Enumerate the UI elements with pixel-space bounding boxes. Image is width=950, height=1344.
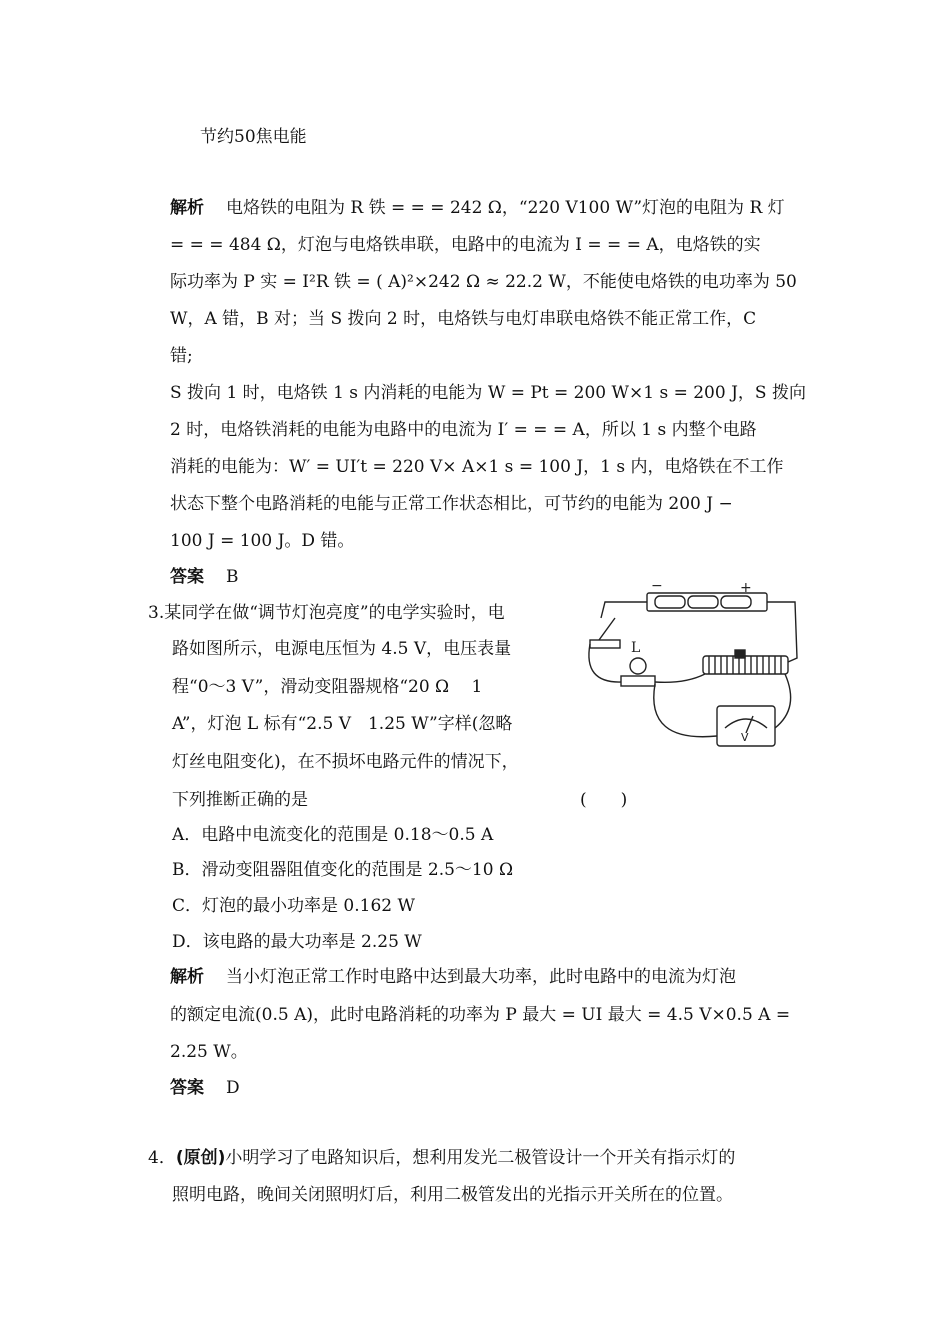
battery-plus: + xyxy=(740,580,752,596)
q4-text: 小明学习了电路知识后，想利用发光二极管设计一个开关有指示灯的 xyxy=(225,1148,736,1168)
analysis2-text: 电烙铁的电阻为 R 铁 = = = 242 Ω，“220 V100 W”灯泡的电阻为 R 灯 xyxy=(226,198,785,218)
q4-line-1: 照明电路，晚间关闭照明灯后，利用二极管发出的光指示开关所在的位置。 xyxy=(172,1185,733,1205)
wire-5 xyxy=(654,684,717,737)
analysis2-line-4: 错; xyxy=(170,346,193,366)
rheostat-coil xyxy=(709,656,781,674)
analysis2-line-6: 2 时，电烙铁消耗的电能为电路中的电流为 I′ = = = A，所以 1 s 内整个电路 xyxy=(170,420,757,440)
q3-option-c: C．灯泡的最小功率是 0.162 W xyxy=(172,896,415,916)
analysis3-line-0 xyxy=(170,966,736,988)
analysis2-line-8: 状态下整个电路消耗的电能与正常工作状态相比，可节约的电能为 200 J − xyxy=(170,494,733,514)
q4-number: 4． xyxy=(148,1148,176,1168)
voltmeter-scale xyxy=(725,719,767,728)
q3-line-4: 灯丝电阻变化)，在不损坏电路元件的情况下， xyxy=(172,752,519,772)
answer2 xyxy=(170,566,239,588)
wire-3 xyxy=(589,644,621,682)
q3-line-2: 程“0～3 V”，滑动变阻器规格“20 Ω 1 xyxy=(172,677,483,697)
switch-lever xyxy=(599,618,615,640)
q4-line-0 xyxy=(148,1147,735,1169)
analysis2-line-1: = = = 484 Ω，灯泡与电烙铁串联，电路中的电流为 I = = = A，电烙铁的实 xyxy=(170,235,761,255)
q4-tag: (原创) xyxy=(175,1148,226,1168)
rheostat-slider xyxy=(735,650,745,658)
analysis2-line-3: W，A 错，B 对；当 S 拨向 2 时，电烙铁与电灯串联电烙铁不能正常工作，C xyxy=(170,309,757,329)
q3-line-0: 3.某同学在做“调节灯泡亮度”的电学实验时，电 xyxy=(148,603,505,623)
top-text: 节约50焦电能 xyxy=(200,127,307,147)
q3-option-d: D．该电路的最大功率是 2.25 W xyxy=(172,932,422,952)
analysis3-label: 解析 xyxy=(170,967,204,987)
q3-line-5: 下列推断正确的是 xyxy=(172,790,308,810)
cell-3 xyxy=(721,596,751,608)
analysis2-line-0 xyxy=(170,197,785,219)
analysis2-line-9: 100 J = 100 J。D 错。 xyxy=(170,531,355,551)
lamp-bulb xyxy=(630,658,646,674)
lamp-label: L xyxy=(631,640,641,656)
analysis2-label: 解析 xyxy=(170,198,204,218)
cell-2 xyxy=(688,596,718,608)
answer3 xyxy=(170,1077,240,1099)
q3-line-3: A”，灯泡 L 标有“2.5 V 1.25 W”字样(忽略 xyxy=(172,714,513,734)
lamp-base xyxy=(621,676,655,686)
analysis3-line-2: 2.25 W。 xyxy=(170,1042,248,1062)
wire-6 xyxy=(775,674,791,728)
analysis3-text: 当小灯泡正常工作时电路中达到最大功率，此时电路中的电流为灯泡 xyxy=(226,967,736,987)
answer2-value: B xyxy=(226,567,239,587)
q3-option-a: A．电路中电流变化的范围是 0.18～0.5 A xyxy=(172,825,494,845)
wire-4 xyxy=(655,674,705,682)
answer2-label: 答案 xyxy=(170,567,204,587)
voltmeter-label: V xyxy=(741,731,749,744)
q3-option-b: B．滑动变阻器阻值变化的范围是 2.5～10 Ω xyxy=(172,860,514,880)
q3-bracket: ( ) xyxy=(580,790,628,810)
analysis3-line-1: 的额定电流(0.5 A)，此时电路消耗的功率为 P 最大 = UI 最大 = 4.5 V×0.5 A = xyxy=(170,1005,791,1025)
wire-2 xyxy=(767,602,797,662)
switch-base xyxy=(590,640,620,648)
answer3-value: D xyxy=(226,1078,240,1098)
answer3-label: 答案 xyxy=(170,1078,204,1098)
cell-1 xyxy=(655,596,685,608)
wire-1 xyxy=(601,602,647,618)
analysis2-line-5: S 拨向 1 时，电烙铁 1 s 内消耗的电能为 W = Pt = 200 W×1 s = 200 J，S 拨向 xyxy=(170,383,806,403)
q3-line-1: 路如图所示，电源电压恒为 4.5 V，电压表量 xyxy=(172,639,512,659)
analysis2-line-7: 消耗的电能为：W′ = UI′t = 220 V× A×1 s = 100 J，1 s 内，电烙铁在不工作 xyxy=(170,457,784,477)
battery-minus: − xyxy=(651,578,663,594)
circuit-figure xyxy=(585,578,805,754)
analysis2-line-2: 际功率为 P 实 = I²R 铁 = ( A)²×242 Ω ≈ 22.2 W，不能使电烙铁的电功率为 50 xyxy=(170,272,797,292)
